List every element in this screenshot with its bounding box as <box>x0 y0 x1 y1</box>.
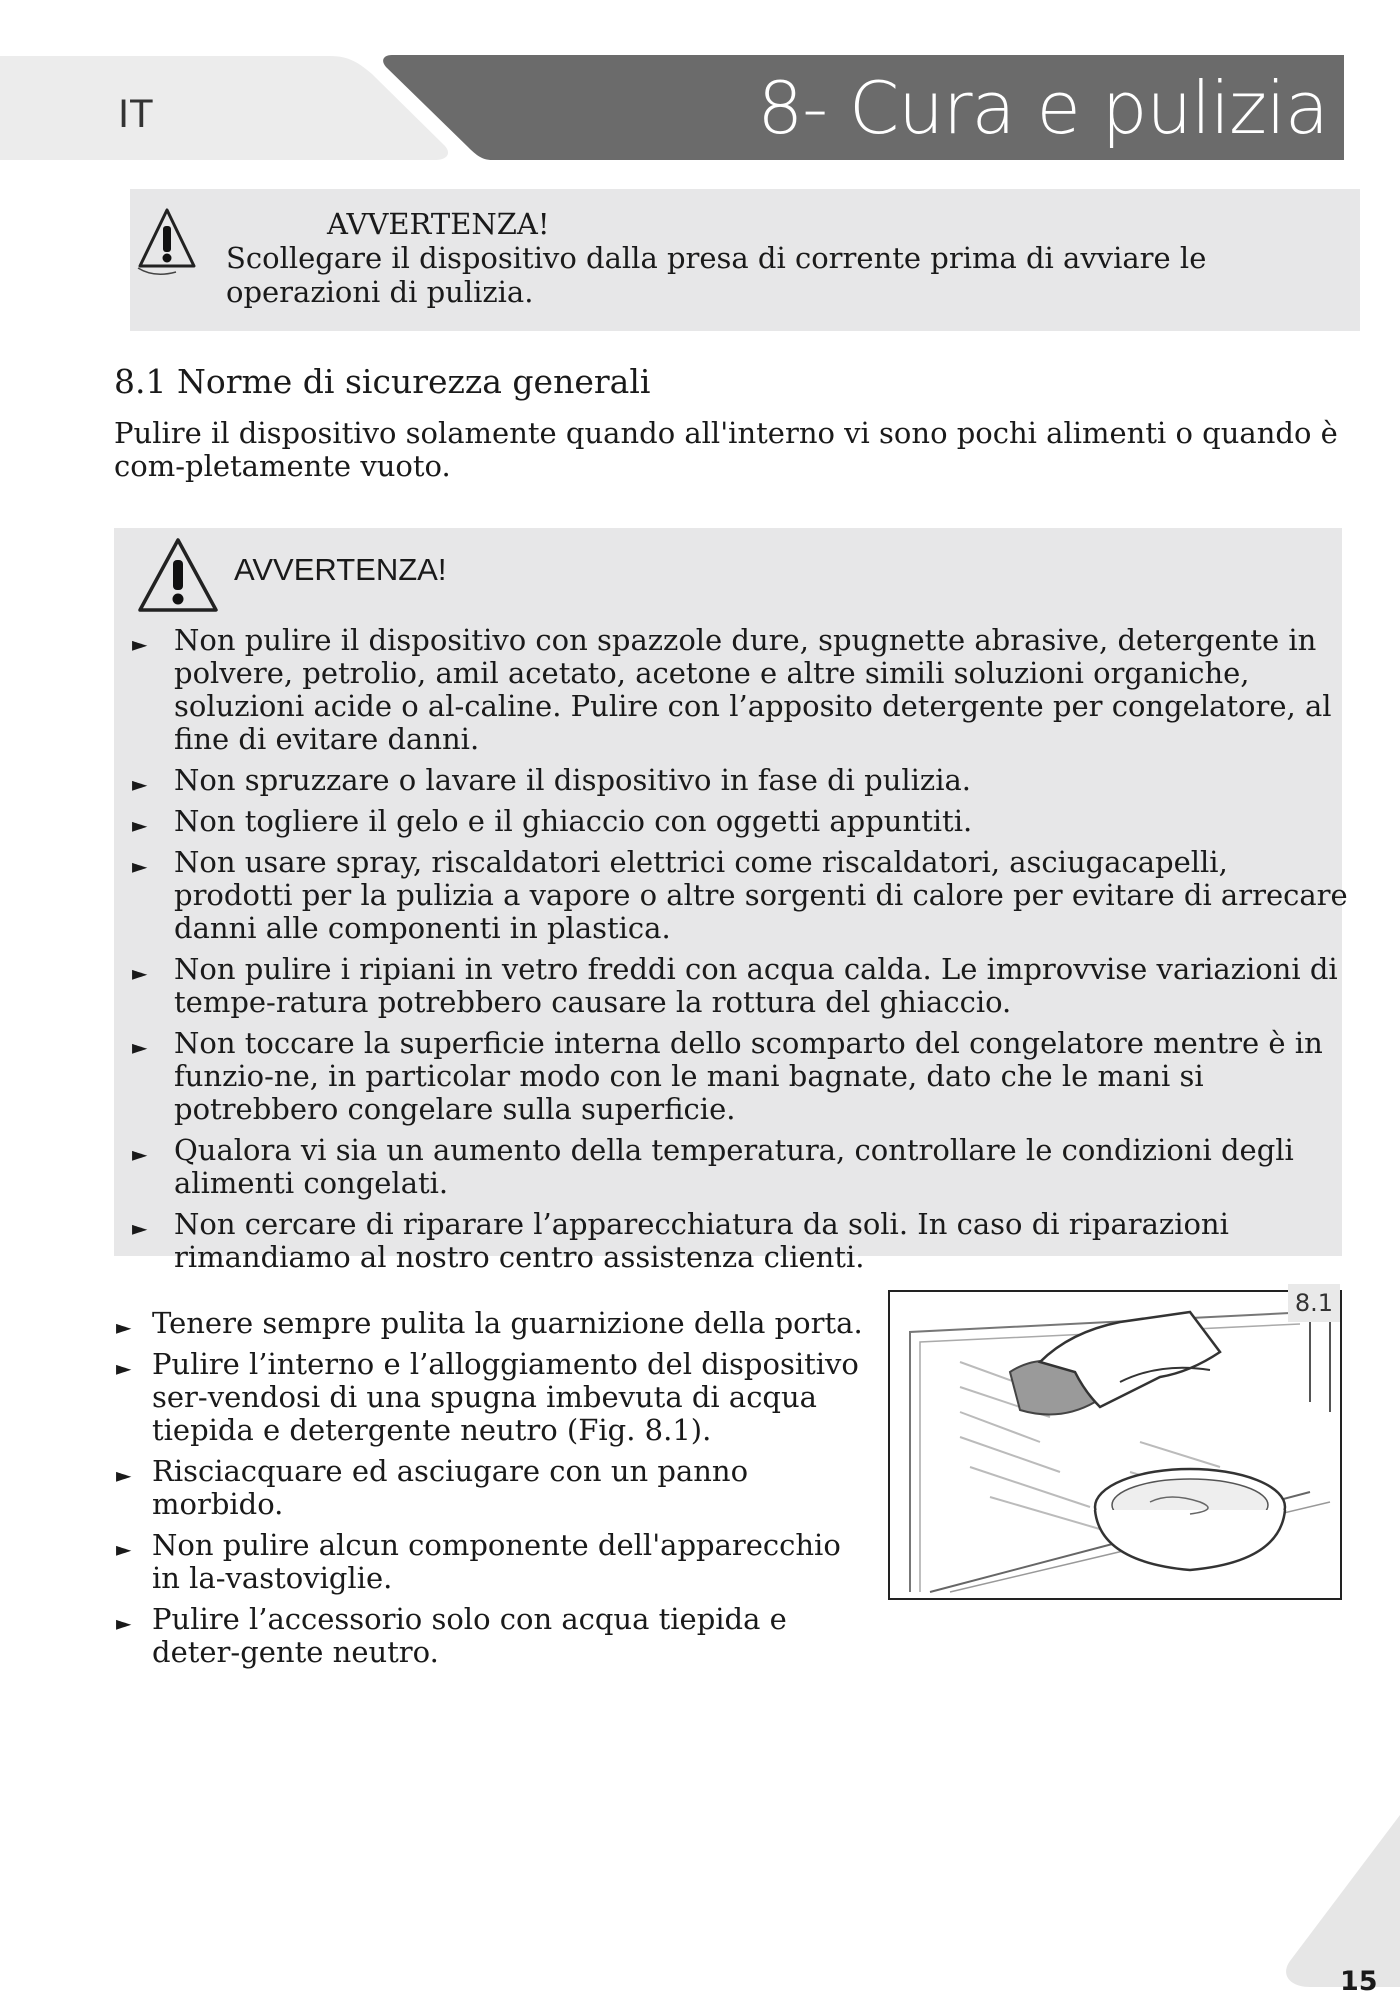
bullet-icon: ► <box>132 813 148 837</box>
list-item: ► Risciacquare ed asciugare con un panno morbido. <box>116 1454 749 1521</box>
warning-title: AVVERTENZA! <box>234 552 447 587</box>
bullet-icon: ► <box>116 1463 132 1487</box>
warning-text: Scollegare il dispositivo dalla presa di corrente prima di avviare le operazioni di pulizia. <box>226 241 1207 309</box>
care-list <box>112 1307 872 1677</box>
bullet-icon: ► <box>116 1537 132 1561</box>
list-item: ► Qualora vi sia un aumento della temperatura, controllare le condizioni degli alimenti congelati. <box>132 1133 1294 1200</box>
bullet-icon: ► <box>132 854 148 878</box>
bullet-icon: ► <box>116 1315 132 1339</box>
warning-title: AVVERTENZA! <box>327 207 550 241</box>
page-number: 15 <box>1340 1966 1378 1997</box>
list-item: ► Non usare spray, riscaldatori elettrici come riscaldatori, asciugacapelli, prodotti per la pulizia a vapore o altre sorgenti di calore per evitare di arrecare danni alle componenti in plastica. <box>132 845 1348 945</box>
page-corner-shape <box>1270 1815 1400 1987</box>
list-item: ► Non pulire il dispositivo con spazzole dure, spugnette abrasive, detergente in polvere, petrolio, amil acetato, acetone e altre simili soluzioni organiche, soluzioni acide o al-caline. Pulire con l’apposito detergente per congelatore, al fine di evitare danni. <box>132 623 1332 756</box>
warning-list <box>126 624 1348 1282</box>
list-item: ► Non toccare la superficie interna dello scomparto del congelatore mentre è in funzio-ne, in particolar modo con le mani bagnate, dato che le mani si potrebbero congelare sulla superficie. <box>132 1026 1323 1126</box>
list-item: ► Non spruzzare o lavare il dispositivo in fase di pulizia. <box>126 764 1348 797</box>
list-item: ► Pulire l’accessorio solo con acqua tiepida e deter-gente neutro. <box>116 1602 787 1669</box>
list-item: ► Non togliere il gelo e il ghiaccio con oggetti appuntiti. <box>126 805 1348 838</box>
list-item: ► Pulire l’interno e l’alloggiamento del dispositivo ser-vendosi di una spugna imbevuta di acqua tiepida e detergente neutro (Fig. 8.1). <box>116 1347 859 1447</box>
figure-cleaning-illustration <box>888 1290 1342 1600</box>
list-item: ► Non cercare di riparare l’apparecchiatura da soli. In caso di riparazioni rimandiamo al nostro centro assistenza clienti. <box>132 1207 1229 1274</box>
section-intro: Pulire il dispositivo solamente quando all'interno vi sono pochi alimenti o quando è com-pletamente vuoto. <box>114 416 1338 483</box>
bullet-icon: ► <box>132 1035 148 1059</box>
list-item: ► Tenere sempre pulita la guarnizione della porta. <box>112 1307 872 1340</box>
cleaning-illustration <box>890 1292 1340 1598</box>
bullet-icon: ► <box>132 772 148 796</box>
bullet-icon: ► <box>116 1356 132 1380</box>
list-item: ► Non pulire alcun componente dell'apparecchio in la-vastoviglie. <box>116 1528 841 1595</box>
list-item: ► Non pulire i ripiani in vetro freddi con acqua calda. Le improvvise variazioni di tempe-ratura potrebbero causare la rottura del ghiaccio. <box>132 952 1338 1019</box>
warning-triangle-icon <box>136 206 198 284</box>
bullet-icon: ► <box>132 1142 148 1166</box>
bullet-icon: ► <box>132 1216 148 1240</box>
language-label: IT <box>118 92 154 136</box>
bullet-icon: ► <box>132 632 148 656</box>
warning-triangle-icon <box>136 536 220 616</box>
bullet-icon: ► <box>116 1611 132 1635</box>
chapter-title: 8- Cura e pulizia <box>757 66 1328 150</box>
figure-label: 8.1 <box>1288 1284 1340 1322</box>
bullet-icon: ► <box>132 961 148 985</box>
section-heading: 8.1 Norme di sicurezza generali <box>114 362 651 401</box>
